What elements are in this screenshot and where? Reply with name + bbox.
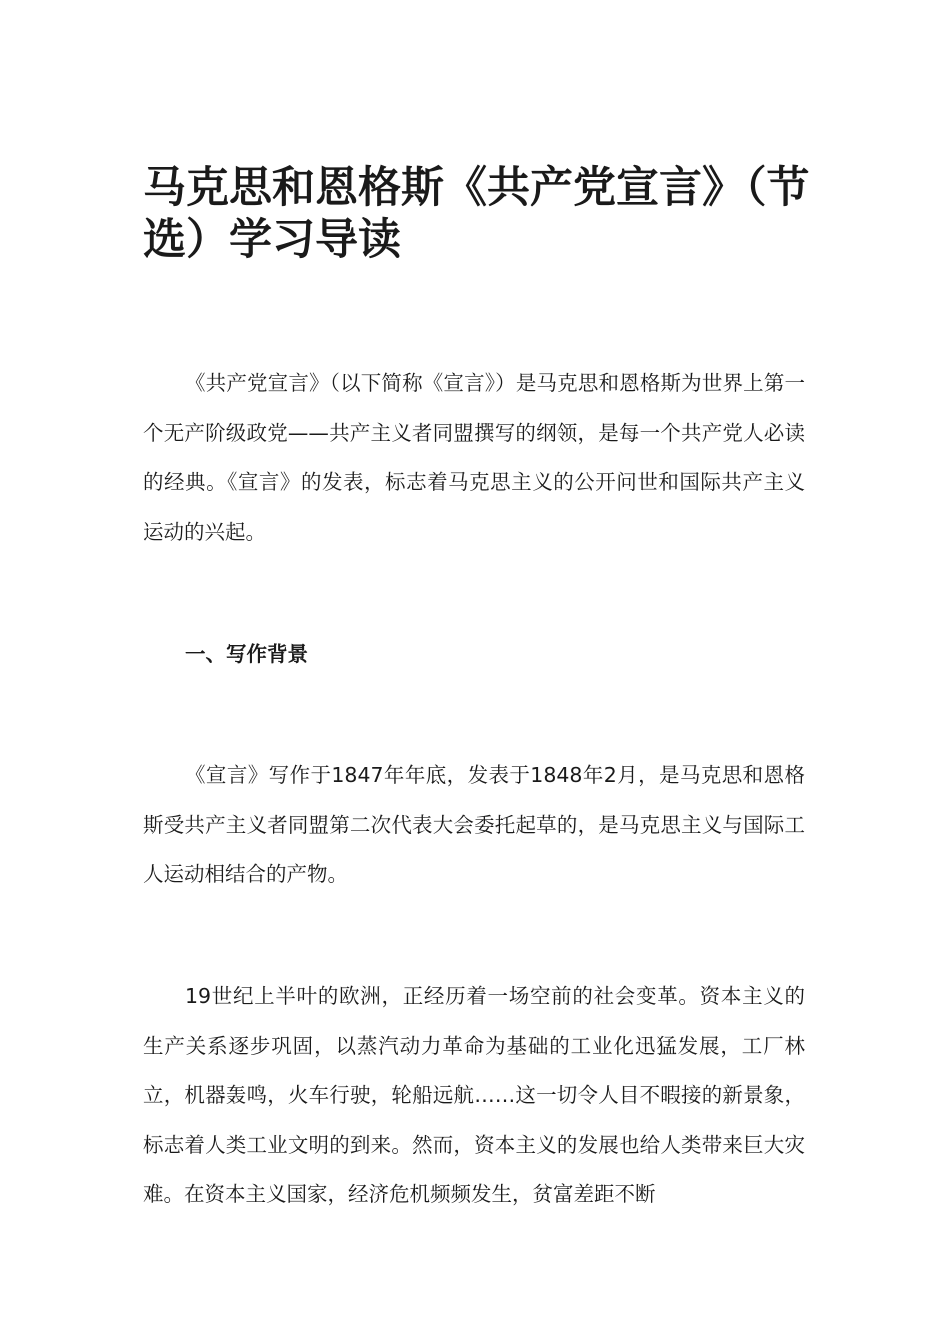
section-heading-background: 一、写作背景 — [185, 642, 308, 666]
document-title: 马克思和恩格斯《共产党宣言》（节选）学习导读 — [143, 163, 810, 265]
background-paragraph-1: 《宣言》写作于1847年年底，发表于1848年2月，是马克思和恩格斯受共产主义者同盟第二次代表大会委托起草的，是马克思主义与国际工人运动相结合的产物。 — [143, 763, 805, 886]
background-paragraph-2: 19世纪上半叶的欧洲，正经历着一场空前的社会变革。资本主义的生产关系逐步巩固，以蒸汽动力革命为基础的工业化迅猛发展，工厂林立，机器轰鸣，火车行驶，轮船远航……这一切令人目不暇接的新景象，标志着人类工业文明的到来。然而，资本主义的发展也给人类带来巨大灾难。在资本主义国家，经济危机频频发生，贫富差距不断 — [143, 984, 805, 1206]
intro-paragraph: 《共产党宣言》（以下简称《宣言》）是马克思和恩格斯为世界上第一个无产阶级政党——共产主义者同盟撰写的纲领，是每一个共产党人必读的经典。《宣言》的发表，标志着马克思主义的公开问世和国际共产主义运动的兴起。 — [143, 371, 805, 544]
